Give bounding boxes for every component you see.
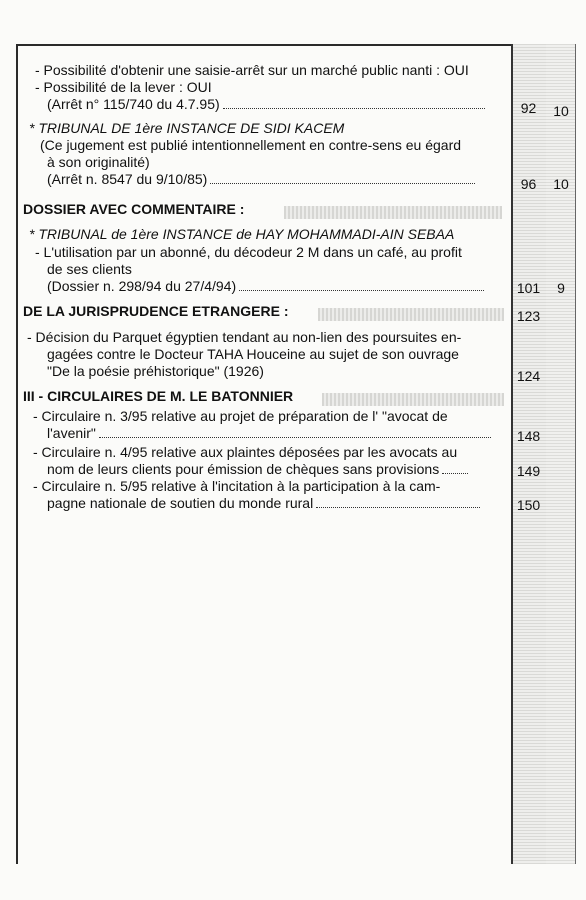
section-heading: DE LA JURISPRUDENCE ETRANGERE : — [23, 303, 289, 319]
toc-line: de ses clients — [47, 261, 132, 277]
dot-leader — [442, 463, 468, 474]
toc-line: - Possibilité de la lever : OUI — [35, 79, 212, 95]
toc-line — [47, 495, 480, 511]
volume-number: 10 — [553, 103, 569, 119]
dot-leader — [210, 173, 475, 184]
toc-line — [47, 461, 468, 477]
citation-text: (Arrêt n° 115/740 du 4.7.95) — [47, 96, 220, 112]
citation-text: (Arrêt n. 8547 du 9/10/85) — [47, 171, 208, 187]
section-heading: III - CIRCULAIRES DE M. LE BATONNIER — [23, 388, 294, 404]
toc-line: (Ce jugement est publié intentionnellement en contre-sens eu égard — [40, 137, 462, 153]
page-number: 123 — [516, 308, 541, 324]
volume-number: 10 — [553, 176, 569, 192]
heading-shade — [284, 206, 502, 219]
toc-line: - Décision du Parquet égyptien tendant au non-lien des poursuites en- — [27, 329, 462, 345]
citation-text: nom de leurs clients pour émission de chèques sans provisions — [47, 461, 440, 477]
volume-number-column — [546, 44, 576, 864]
page-number: 101 — [516, 280, 541, 296]
court-heading: * TRIBUNAL DE 1ère INSTANCE DE SIDI KACEM — [29, 120, 345, 136]
toc-line — [47, 96, 485, 112]
toc-line — [47, 171, 475, 187]
toc-line: - Circulaire n. 5/95 relative à l'incitation à la participation à la cam- — [33, 478, 441, 494]
citation-text: pagne nationale de soutien du monde rural — [47, 495, 314, 511]
section-heading: DOSSIER AVEC COMMENTAIRE : — [23, 201, 245, 217]
heading-shade — [322, 393, 504, 406]
frame-top-rule — [16, 44, 511, 46]
toc-line — [47, 278, 484, 294]
page-number: 148 — [516, 428, 541, 444]
page-number-column — [511, 44, 547, 864]
page-number: 96 — [520, 176, 537, 192]
citation-text: (Dossier n. 298/94 du 27/4/94) — [47, 278, 237, 294]
dot-leader — [239, 280, 484, 291]
volume-number: 9 — [557, 280, 565, 296]
court-heading: * TRIBUNAL de 1ère INSTANCE de HAY MOHAMMADI-AIN SEBAA — [29, 226, 455, 242]
heading-shade — [318, 308, 504, 321]
page-number: 150 — [516, 497, 541, 513]
toc-line: - L'utilisation par un abonné, du décodeur 2 M dans un café, au profit — [35, 244, 462, 260]
dot-leader — [223, 98, 485, 109]
toc-line: à son originalité) — [47, 154, 150, 170]
frame-left-rule — [16, 44, 18, 864]
citation-text: l'avenir" — [47, 425, 96, 441]
toc-line — [47, 425, 491, 441]
toc-line: - Circulaire n. 4/95 relative aux plaintes déposées par les avocats au — [33, 444, 458, 460]
page-number: 149 — [516, 463, 541, 479]
toc-line: "De la poésie préhistorique" (1926) — [47, 363, 264, 379]
page-number: 92 — [520, 100, 537, 116]
toc-line: gagées contre le Docteur TAHA Houceine au sujet de son ouvrage — [47, 346, 459, 362]
page-number: 124 — [516, 368, 541, 384]
dot-leader — [99, 427, 491, 438]
toc-line: - Circulaire n. 3/95 relative au projet de préparation de l' "avocat de — [33, 408, 448, 424]
toc-line: - Possibilité d'obtenir une saisie-arrêt sur un marché public nanti : OUI — [35, 62, 469, 78]
dot-leader — [316, 497, 480, 508]
